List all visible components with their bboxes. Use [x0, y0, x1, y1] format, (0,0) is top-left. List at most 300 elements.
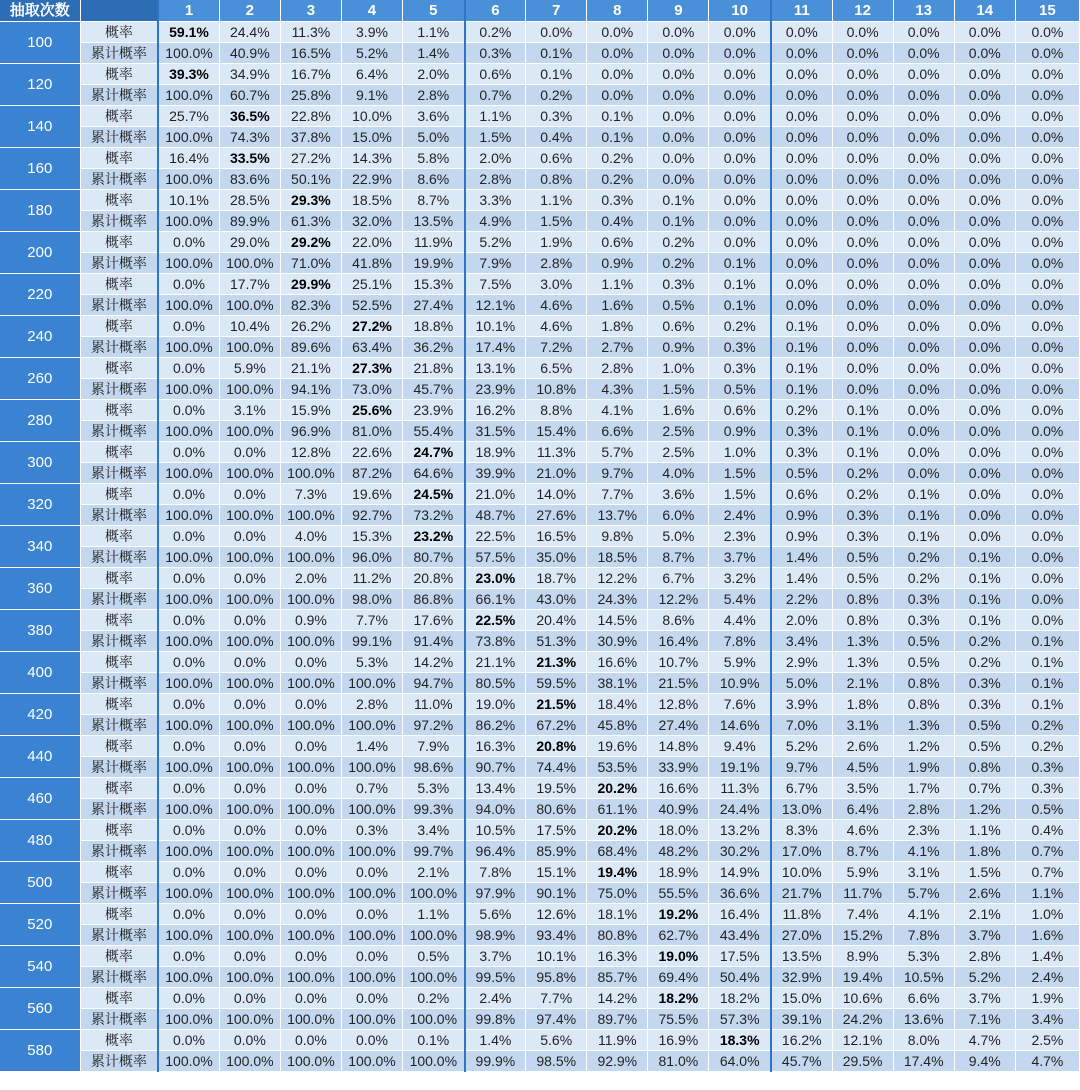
- table-cell: 0.7%: [341, 778, 402, 799]
- table-cell: 11.3%: [526, 442, 587, 463]
- table-cell: 0.2%: [771, 400, 832, 421]
- cumulative-probability-label: 累计概率: [80, 505, 158, 526]
- table-cell: 100.0%: [280, 841, 341, 862]
- table-row-220-cum: [0, 295, 1080, 316]
- table-cell: 0.8%: [893, 673, 954, 694]
- table-cell: 15.2%: [832, 925, 893, 946]
- corner-header: 抽取次数: [0, 0, 80, 22]
- table-cell: 9.4%: [954, 1051, 1015, 1072]
- table-cell: 100.0%: [158, 463, 219, 484]
- table-cell: 0.3%: [587, 190, 648, 211]
- table-cell: 11.0%: [403, 694, 465, 715]
- table-cell: 0.0%: [1015, 442, 1079, 463]
- draw-count-cell: 240: [0, 316, 80, 358]
- table-cell: 10.4%: [219, 316, 280, 337]
- table-cell: 1.4%: [771, 547, 832, 568]
- table-cell: 0.9%: [648, 337, 709, 358]
- table-cell: 36.5%: [219, 106, 280, 127]
- table-cell: 0.0%: [280, 1030, 341, 1051]
- table-row-200-prob: [0, 232, 1080, 253]
- table-cell: 13.5%: [771, 946, 832, 967]
- table-cell: 21.0%: [526, 463, 587, 484]
- table-row-400-cum: [0, 673, 1080, 694]
- table-cell: 100.0%: [158, 127, 219, 148]
- table-cell: 13.6%: [893, 1009, 954, 1030]
- table-cell: 66.1%: [465, 589, 526, 610]
- table-cell: 2.2%: [771, 589, 832, 610]
- table-cell: 0.0%: [1015, 127, 1079, 148]
- table-cell: 24.3%: [587, 589, 648, 610]
- table-cell: 5.2%: [771, 736, 832, 757]
- table-cell: 0.0%: [893, 22, 954, 43]
- table-cell: 0.2%: [954, 652, 1015, 673]
- table-row-240-cum: [0, 337, 1080, 358]
- table-cell: 100.0%: [280, 589, 341, 610]
- table-cell: 7.1%: [954, 1009, 1015, 1030]
- table-cell: 0.0%: [1015, 85, 1079, 106]
- draw-count-cell: 460: [0, 778, 80, 820]
- table-cell: 92.7%: [341, 505, 402, 526]
- table-cell: 0.0%: [709, 148, 771, 169]
- table-cell: 12.2%: [587, 568, 648, 589]
- table-cell: 0.0%: [709, 43, 771, 64]
- table-cell: 0.2%: [709, 316, 771, 337]
- table-cell: 7.5%: [465, 274, 526, 295]
- table-cell: 82.3%: [280, 295, 341, 316]
- table-cell: 0.0%: [1015, 64, 1079, 85]
- table-cell: 0.0%: [771, 253, 832, 274]
- table-row-280-cum: [0, 421, 1080, 442]
- table-cell: 99.7%: [403, 841, 465, 862]
- cumulative-probability-label: 累计概率: [80, 757, 158, 778]
- table-cell: 24.2%: [832, 1009, 893, 1030]
- table-cell: 0.2%: [648, 253, 709, 274]
- table-cell: 0.6%: [709, 400, 771, 421]
- table-cell: 0.0%: [893, 127, 954, 148]
- table-row-280-prob: [0, 400, 1080, 421]
- table-cell: 100.0%: [158, 337, 219, 358]
- table-cell: 99.1%: [341, 631, 402, 652]
- table-cell: 45.7%: [771, 1051, 832, 1072]
- cumulative-probability-label: 累计概率: [80, 337, 158, 358]
- table-cell: 7.9%: [403, 736, 465, 757]
- table-cell: 0.5%: [771, 463, 832, 484]
- table-cell: 99.8%: [465, 1009, 526, 1030]
- table-cell: 0.5%: [648, 295, 709, 316]
- table-cell: 98.5%: [526, 1051, 587, 1072]
- table-cell: 31.5%: [465, 421, 526, 442]
- table-row-460-prob: [0, 778, 1080, 799]
- table-cell: 17.5%: [709, 946, 771, 967]
- table-cell: 2.5%: [648, 442, 709, 463]
- table-cell: 0.0%: [219, 904, 280, 925]
- table-cell: 2.4%: [1015, 967, 1079, 988]
- table-cell: 5.9%: [832, 862, 893, 883]
- table-cell: 10.6%: [832, 988, 893, 1009]
- table-cell: 0.0%: [648, 85, 709, 106]
- table-cell: 0.8%: [832, 610, 893, 631]
- table-cell: 19.6%: [587, 736, 648, 757]
- table-cell: 94.1%: [280, 379, 341, 400]
- draw-count-cell: 360: [0, 568, 80, 610]
- table-cell: 2.1%: [954, 904, 1015, 925]
- table-cell: 98.6%: [403, 757, 465, 778]
- table-cell: 7.7%: [526, 988, 587, 1009]
- table-cell: 9.4%: [709, 736, 771, 757]
- table-cell: 21.0%: [465, 484, 526, 505]
- table-cell: 7.4%: [832, 904, 893, 925]
- table-cell: 18.4%: [587, 694, 648, 715]
- table-cell: 100.0%: [280, 1009, 341, 1030]
- table-cell: 4.7%: [954, 1030, 1015, 1051]
- table-cell: 4.5%: [832, 757, 893, 778]
- table-cell: 0.0%: [648, 148, 709, 169]
- table-cell: 17.4%: [465, 337, 526, 358]
- table-cell: 60.7%: [219, 85, 280, 106]
- table-row-140-cum: [0, 127, 1080, 148]
- table-cell: 4.6%: [526, 316, 587, 337]
- column-header-3: 3: [280, 0, 341, 22]
- table-cell: 6.0%: [648, 505, 709, 526]
- table-cell: 0.0%: [1015, 505, 1079, 526]
- table-cell: 0.0%: [954, 400, 1015, 421]
- draw-count-cell: 580: [0, 1030, 80, 1072]
- table-cell: 0.0%: [954, 316, 1015, 337]
- table-cell: 25.6%: [341, 400, 402, 421]
- table-cell: 0.0%: [341, 946, 402, 967]
- table-cell: 100.0%: [280, 967, 341, 988]
- table-row-360-prob: [0, 568, 1080, 589]
- table-cell: 0.0%: [1015, 610, 1079, 631]
- table-cell: 100.0%: [341, 757, 402, 778]
- table-cell: 0.1%: [403, 1030, 465, 1051]
- table-cell: 0.0%: [158, 820, 219, 841]
- table-cell: 10.1%: [465, 316, 526, 337]
- table-cell: 1.1%: [403, 904, 465, 925]
- table-cell: 21.1%: [280, 358, 341, 379]
- table-cell: 0.1%: [587, 106, 648, 127]
- table-cell: 0.0%: [1015, 316, 1079, 337]
- table-cell: 4.3%: [587, 379, 648, 400]
- table-cell: 0.0%: [1015, 589, 1079, 610]
- table-cell: 89.7%: [587, 1009, 648, 1030]
- table-cell: 100.0%: [158, 169, 219, 190]
- table-cell: 3.7%: [954, 988, 1015, 1009]
- table-cell: 0.0%: [219, 652, 280, 673]
- table-row-340-cum: [0, 547, 1080, 568]
- table-cell: 11.8%: [771, 904, 832, 925]
- table-cell: 0.1%: [893, 484, 954, 505]
- table-cell: 0.0%: [954, 421, 1015, 442]
- table-cell: 100.0%: [219, 295, 280, 316]
- table-cell: 85.9%: [526, 841, 587, 862]
- column-header-11: 11: [771, 0, 832, 22]
- table-cell: 30.2%: [709, 841, 771, 862]
- table-cell: 100.0%: [341, 1009, 402, 1030]
- table-cell: 86.2%: [465, 715, 526, 736]
- table-cell: 0.2%: [587, 148, 648, 169]
- table-cell: 0.0%: [832, 358, 893, 379]
- table-cell: 73.8%: [465, 631, 526, 652]
- table-cell: 1.8%: [954, 841, 1015, 862]
- table-cell: 68.4%: [587, 841, 648, 862]
- table-cell: 18.2%: [648, 988, 709, 1009]
- table-cell: 100.0%: [158, 547, 219, 568]
- table-cell: 89.9%: [219, 211, 280, 232]
- table-cell: 24.7%: [403, 442, 465, 463]
- table-cell: 8.8%: [526, 400, 587, 421]
- table-cell: 0.0%: [587, 85, 648, 106]
- table-cell: 3.6%: [648, 484, 709, 505]
- table-cell: 100.0%: [158, 1009, 219, 1030]
- table-cell: 0.0%: [219, 862, 280, 883]
- table-cell: 0.3%: [1015, 778, 1079, 799]
- table-cell: 0.0%: [893, 169, 954, 190]
- table-cell: 100.0%: [158, 967, 219, 988]
- table-cell: 0.3%: [832, 505, 893, 526]
- table-cell: 17.5%: [526, 820, 587, 841]
- table-cell: 53.5%: [587, 757, 648, 778]
- cumulative-probability-label: 累计概率: [80, 1009, 158, 1030]
- table-cell: 0.0%: [893, 295, 954, 316]
- table-cell: 100.0%: [158, 925, 219, 946]
- table-cell: 100.0%: [403, 1051, 465, 1072]
- table-cell: 0.5%: [954, 715, 1015, 736]
- table-cell: 100.0%: [341, 967, 402, 988]
- table-cell: 18.2%: [709, 988, 771, 1009]
- table-cell: 0.0%: [219, 778, 280, 799]
- table-cell: 0.0%: [280, 778, 341, 799]
- table-cell: 0.0%: [648, 127, 709, 148]
- table-cell: 8.7%: [832, 841, 893, 862]
- table-cell: 50.4%: [709, 967, 771, 988]
- table-row-240-prob: [0, 316, 1080, 337]
- table-cell: 0.0%: [1015, 295, 1079, 316]
- table-cell: 0.2%: [465, 22, 526, 43]
- table-cell: 2.8%: [403, 85, 465, 106]
- table-cell: 100.0%: [158, 841, 219, 862]
- table-cell: 100.0%: [341, 1051, 402, 1072]
- table-cell: 0.0%: [954, 358, 1015, 379]
- table-cell: 5.0%: [771, 673, 832, 694]
- table-cell: 43.4%: [709, 925, 771, 946]
- table-cell: 8.6%: [403, 169, 465, 190]
- table-cell: 21.8%: [403, 358, 465, 379]
- table-cell: 61.3%: [280, 211, 341, 232]
- probability-label: 概率: [80, 694, 158, 715]
- table-cell: 3.9%: [771, 694, 832, 715]
- table-cell: 1.9%: [893, 757, 954, 778]
- table-cell: 55.4%: [403, 421, 465, 442]
- table-cell: 6.7%: [771, 778, 832, 799]
- table-row-300-cum: [0, 463, 1080, 484]
- table-cell: 13.7%: [587, 505, 648, 526]
- probability-label: 概率: [80, 358, 158, 379]
- table-cell: 12.6%: [526, 904, 587, 925]
- table-cell: 0.0%: [219, 484, 280, 505]
- table-cell: 100.0%: [280, 505, 341, 526]
- table-cell: 0.0%: [954, 463, 1015, 484]
- table-cell: 0.0%: [893, 232, 954, 253]
- table-cell: 0.0%: [832, 127, 893, 148]
- table-cell: 23.2%: [403, 526, 465, 547]
- table-cell: 64.6%: [403, 463, 465, 484]
- table-row-520-cum: [0, 925, 1080, 946]
- table-cell: 2.0%: [465, 148, 526, 169]
- draw-count-cell: 140: [0, 106, 80, 148]
- table-row-540-prob: [0, 946, 1080, 967]
- table-cell: 3.4%: [403, 820, 465, 841]
- table-cell: 0.0%: [954, 379, 1015, 400]
- table-cell: 0.5%: [954, 736, 1015, 757]
- table-cell: 0.6%: [465, 64, 526, 85]
- table-cell: 16.2%: [771, 1030, 832, 1051]
- table-cell: 0.0%: [1015, 379, 1079, 400]
- table-cell: 1.5%: [954, 862, 1015, 883]
- table-cell: 0.0%: [219, 568, 280, 589]
- table-cell: 0.3%: [771, 421, 832, 442]
- table-cell: 3.2%: [709, 568, 771, 589]
- table-cell: 0.5%: [403, 946, 465, 967]
- cumulative-probability-label: 累计概率: [80, 715, 158, 736]
- table-cell: 100.0%: [158, 631, 219, 652]
- table-cell: 11.2%: [341, 568, 402, 589]
- table-cell: 22.6%: [341, 442, 402, 463]
- table-cell: 0.0%: [832, 64, 893, 85]
- table-cell: 0.1%: [709, 253, 771, 274]
- table-cell: 0.3%: [709, 337, 771, 358]
- table-cell: 5.6%: [465, 904, 526, 925]
- table-cell: 0.0%: [771, 169, 832, 190]
- table-cell: 0.0%: [1015, 22, 1079, 43]
- table-cell: 0.3%: [893, 589, 954, 610]
- table-cell: 21.3%: [526, 652, 587, 673]
- table-cell: 3.5%: [832, 778, 893, 799]
- table-cell: 22.0%: [341, 232, 402, 253]
- table-cell: 11.7%: [832, 883, 893, 904]
- table-row-440-prob: [0, 736, 1080, 757]
- table-cell: 0.0%: [587, 22, 648, 43]
- table-row-220-prob: [0, 274, 1080, 295]
- table-row-420-prob: [0, 694, 1080, 715]
- table-cell: 2.8%: [893, 799, 954, 820]
- table-cell: 0.0%: [709, 211, 771, 232]
- table-cell: 52.5%: [341, 295, 402, 316]
- table-cell: 0.0%: [341, 904, 402, 925]
- table-cell: 4.0%: [280, 526, 341, 547]
- draw-count-cell: 340: [0, 526, 80, 568]
- table-cell: 1.4%: [771, 568, 832, 589]
- table-cell: 100.0%: [158, 85, 219, 106]
- table-cell: 85.7%: [587, 967, 648, 988]
- table-cell: 100.0%: [219, 967, 280, 988]
- table-cell: 0.0%: [832, 316, 893, 337]
- cumulative-probability-label: 累计概率: [80, 43, 158, 64]
- table-cell: 0.0%: [893, 43, 954, 64]
- draw-count-cell: 560: [0, 988, 80, 1030]
- table-cell: 0.0%: [832, 43, 893, 64]
- table-cell: 0.2%: [893, 568, 954, 589]
- table-cell: 7.8%: [893, 925, 954, 946]
- column-header-4: 4: [341, 0, 402, 22]
- table-cell: 5.4%: [709, 589, 771, 610]
- probability-label: 概率: [80, 1030, 158, 1051]
- table-cell: 1.6%: [587, 295, 648, 316]
- table-cell: 0.0%: [1015, 232, 1079, 253]
- table-cell: 0.0%: [341, 988, 402, 1009]
- table-cell: 21.5%: [648, 673, 709, 694]
- table-cell: 0.0%: [954, 295, 1015, 316]
- table-cell: 100.0%: [219, 631, 280, 652]
- table-cell: 0.0%: [709, 106, 771, 127]
- table-cell: 0.7%: [1015, 841, 1079, 862]
- table-cell: 18.3%: [709, 1030, 771, 1051]
- table-cell: 87.2%: [341, 463, 402, 484]
- table-cell: 0.0%: [1015, 43, 1079, 64]
- table-cell: 97.4%: [526, 1009, 587, 1030]
- table-cell: 0.6%: [648, 316, 709, 337]
- probability-label: 概率: [80, 526, 158, 547]
- table-cell: 14.0%: [526, 484, 587, 505]
- table-cell: 7.8%: [465, 862, 526, 883]
- table-cell: 0.0%: [954, 211, 1015, 232]
- draw-count-cell: 280: [0, 400, 80, 442]
- table-cell: 0.0%: [709, 64, 771, 85]
- table-cell: 21.7%: [771, 883, 832, 904]
- table-cell: 0.0%: [158, 568, 219, 589]
- table-cell: 100.0%: [158, 379, 219, 400]
- table-row-260-prob: [0, 358, 1080, 379]
- table-cell: 19.2%: [648, 904, 709, 925]
- table-row-180-prob: [0, 190, 1080, 211]
- table-row-100-cum: [0, 43, 1080, 64]
- table-cell: 14.3%: [341, 148, 402, 169]
- table-cell: 0.0%: [954, 190, 1015, 211]
- table-cell: 4.7%: [1015, 1051, 1079, 1072]
- table-cell: 20.2%: [587, 778, 648, 799]
- table-cell: 0.1%: [832, 421, 893, 442]
- table-cell: 2.0%: [771, 610, 832, 631]
- cumulative-probability-label: 累计概率: [80, 421, 158, 442]
- table-cell: 0.0%: [709, 85, 771, 106]
- table-row-120-prob: [0, 64, 1080, 85]
- table-cell: 6.6%: [587, 421, 648, 442]
- table-row-480-prob: [0, 820, 1080, 841]
- table-cell: 93.4%: [526, 925, 587, 946]
- table-row-140-prob: [0, 106, 1080, 127]
- table-cell: 13.1%: [465, 358, 526, 379]
- table-cell: 0.3%: [648, 274, 709, 295]
- table-cell: 0.3%: [526, 106, 587, 127]
- table-cell: 16.4%: [709, 904, 771, 925]
- table-cell: 94.7%: [403, 673, 465, 694]
- table-cell: 0.1%: [954, 568, 1015, 589]
- table-cell: 1.1%: [587, 274, 648, 295]
- table-cell: 100.0%: [341, 883, 402, 904]
- table-cell: 0.0%: [954, 106, 1015, 127]
- table-cell: 14.2%: [403, 652, 465, 673]
- table-cell: 24.5%: [403, 484, 465, 505]
- table-cell: 5.0%: [648, 526, 709, 547]
- table-cell: 0.0%: [893, 85, 954, 106]
- table-cell: 29.2%: [280, 232, 341, 253]
- table-cell: 1.0%: [709, 442, 771, 463]
- table-cell: 59.5%: [526, 673, 587, 694]
- table-cell: 0.0%: [954, 43, 1015, 64]
- probability-label: 概率: [80, 190, 158, 211]
- probability-label: 概率: [80, 736, 158, 757]
- draw-count-cell: 300: [0, 442, 80, 484]
